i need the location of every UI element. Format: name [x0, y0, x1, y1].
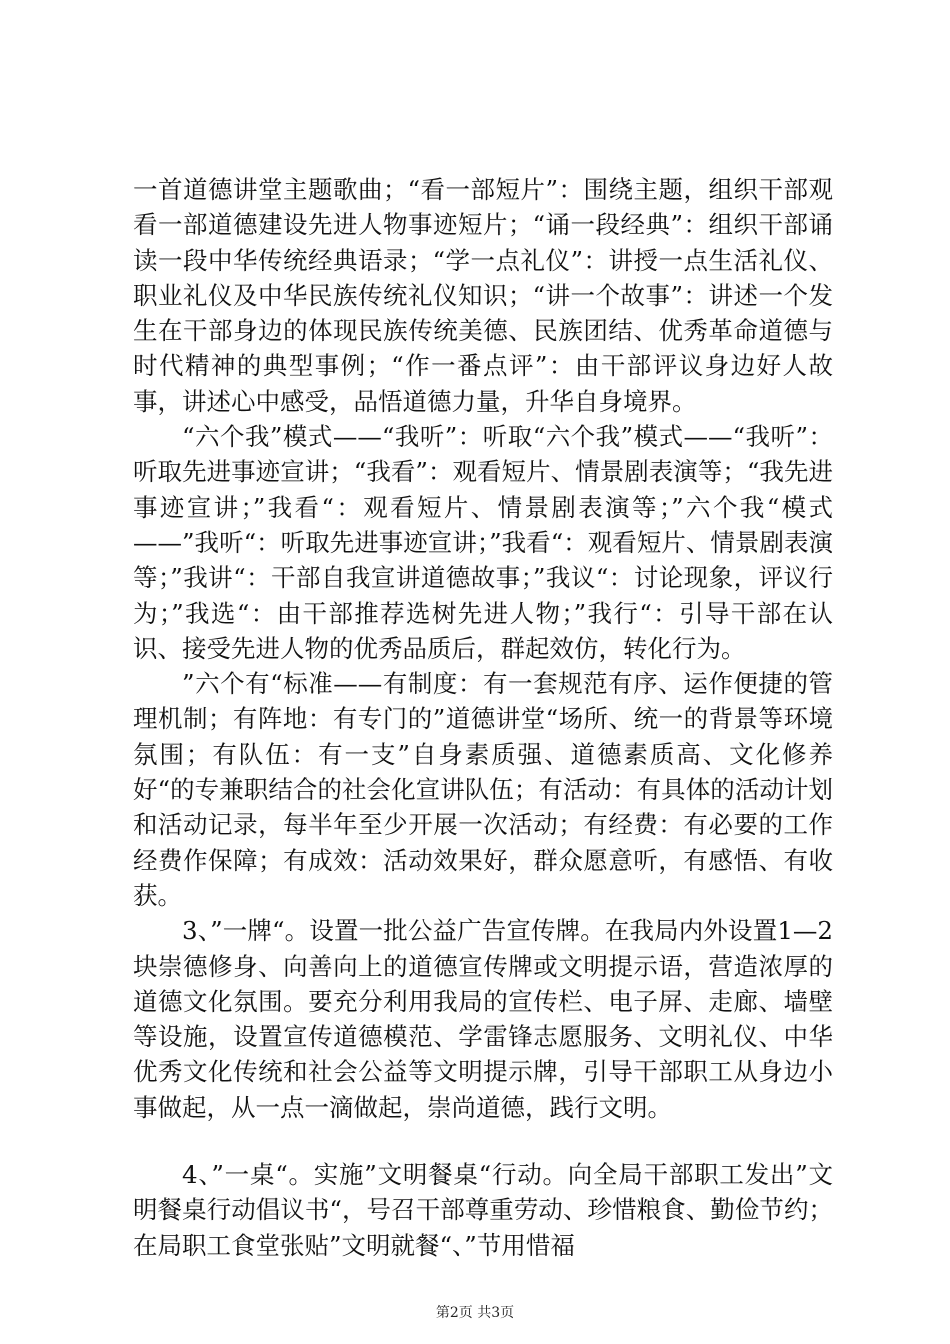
- paragraph-one-table: 4、”一桌“。实施”文明餐桌“行动。向全局干部职工发出”文明餐桌行动倡议书“，号召干部尊重劳动、珍惜粮食、勤俭节约；在局职工食堂张贴”文明就餐“、”节用惜福: [133, 1160, 833, 1260]
- paragraph-activities: 一首道德讲堂主题歌曲；“看一部短片”：围绕主题，组织干部观看一部道德建设先进人物事迹短片；“诵一段经典”：组织干部诵读一段中华传统经典语录；“学一点礼仪”：讲授一点生活礼仪、职业礼仪及中华民族传统礼仪知识；“讲一个故事”：讲述一个发生在干部身边的体现民族传统美德、民族团结、优秀革命道德与时代精神的典型事例；“作一番点评”：由干部评议身边好人故事，讲述心中感受，品悟道德力量，升华自身境界。: [133, 175, 833, 416]
- document-body: [133, 172, 833, 1263]
- page-footer: 第2页 共3页: [435, 1305, 515, 1321]
- paragraph-one-sign: 3、”一牌“。设置一批公益广告宣传牌。在我局内外设置1—2块崇德修身、向善向上的道德宣传牌或文明提示语，营造浓厚的道德文化氛围。要充分利用我局的宣传栏、电子屏、走廊、墙壁等设施，设置宣传道德模范、学雷锋志愿服务、文明礼仪、中华优秀文化传统和社会公益等文明提示牌，引导干部职工从身边小事做起，从一点一滴做起，崇尚道德，践行文明。: [133, 916, 833, 1122]
- paragraph-six-me-mode: “六个我”模式——“我听”：听取“六个我”模式——“我听”：听取先进事迹宣讲；“我看”：观看短片、情景剧表演等；“我先进事迹宣讲；”我看“：观看短片、情景剧表演等；”六个我“模式——”我听“：听取先进事迹宣讲；”我看“：观看短片、情景剧表演等；”我讲“：干部自我宣讲道德故事；”我议“：讨论现象，评议行为；”我选“：由干部推荐选树先进人物；”我行“：引导干部在认识、接受先进人物的优秀品质后，群起效仿，转化行为。: [133, 422, 833, 663]
- paragraph-six-standards: ”六个有“标准——有制度：有一套规范有序、运作便捷的管理机制；有阵地：有专门的”道德讲堂“场所、统一的背景等环境氛围；有队伍：有一支”自身素质强、道德素质高、文化修养好“的专兼职结合的社会化宣讲队伍；有活动：有具体的活动计划和活动记录，每半年至少开展一次活动；有经费：有必要的工作经费作保障；有成效：活动效果好，群众愿意听，有感悟、有收获。: [133, 669, 833, 910]
